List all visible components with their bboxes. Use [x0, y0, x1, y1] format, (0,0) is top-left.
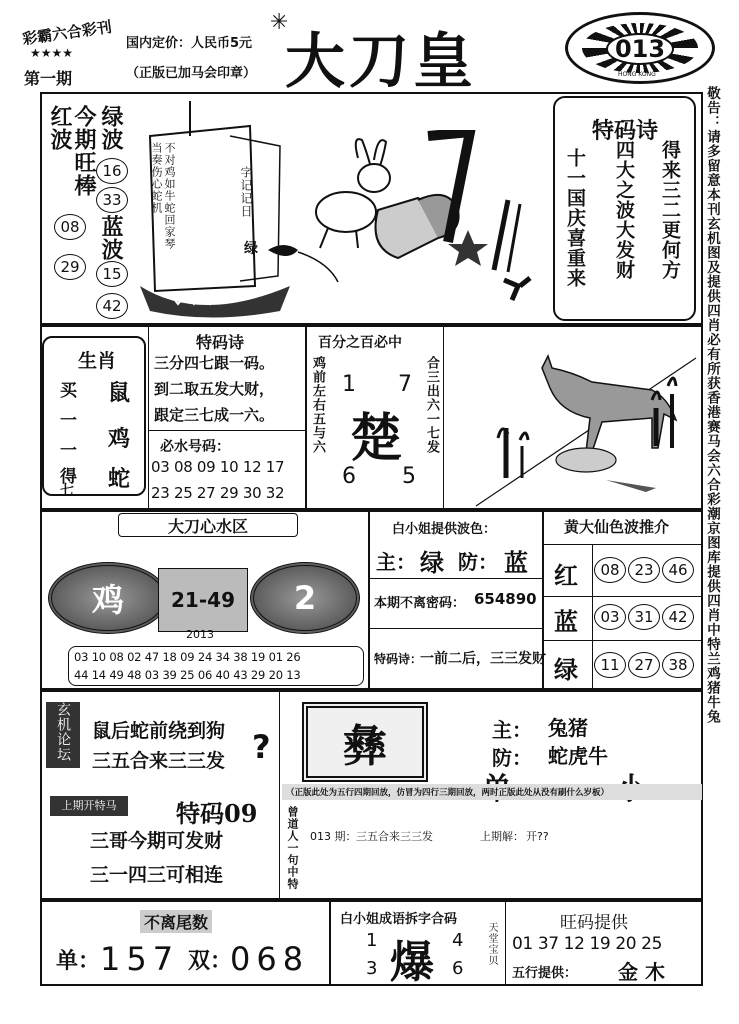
huang-title: 黄大仙色波推介 — [564, 518, 670, 536]
issue-number: 013 — [606, 33, 674, 65]
poem-title: 特码诗 — [196, 333, 245, 352]
huang-vline — [592, 544, 593, 690]
poem-divider — [148, 430, 306, 431]
wuxing-value: 金 木 — [618, 960, 665, 984]
zodiac-right-2: 鸡 — [108, 426, 131, 452]
zodiac-left-4: 得 — [60, 467, 77, 487]
hundred-right-col: 合三出六一七发 — [424, 356, 439, 454]
rabbit-illustration — [258, 130, 558, 320]
must-nums-2: 23 25 27 29 30 32 — [151, 484, 285, 502]
zodiac-right-1: 鼠 — [108, 380, 131, 406]
huang-blue-1: 03 — [594, 604, 626, 630]
top-poem-col-2: 四大之波大发财 — [613, 140, 635, 280]
daodao-range: 21-49 — [171, 588, 235, 612]
daodao-digit: 2 — [293, 579, 317, 617]
idiom-side-small: 天堂宝贝 — [486, 922, 497, 966]
tail-title: 不离尾数 — [140, 910, 212, 933]
corner-logo — [16, 18, 126, 90]
daodao-nums-2: 44 14 49 48 03 39 25 06 40 43 29 20 13 — [74, 668, 301, 682]
wave-poem: 一前二后，三三发财 — [420, 651, 546, 667]
top-poem-col-1: 十一国庆喜重来 — [564, 148, 586, 288]
wave-main: 绿 — [420, 548, 444, 577]
zodiac-left-1: 买 — [60, 381, 77, 401]
daodao-nums-1: 03 10 08 02 47 18 09 24 34 38 19 01 26 — [74, 650, 301, 664]
center-main: 兔猪 — [548, 716, 588, 740]
hundred-title: 百分之百必中 — [318, 335, 402, 351]
center-def-label: 防： — [492, 746, 532, 770]
center-main-label: 主： — [492, 718, 532, 742]
green-wave-label: 绿波 — [98, 105, 124, 151]
notice-text: （正版此处为五行四期回放，仿冒为四行三期回放，两时正版此处从没有刷什么岁板） — [286, 788, 610, 798]
tail-single-nums: 157 — [100, 940, 180, 978]
daodao-year: 2013 — [186, 628, 214, 641]
hundred-n4: 5 — [402, 464, 416, 489]
zodiac-left-5: 七 — [60, 483, 74, 499]
wave-main-label: 主： — [376, 550, 416, 574]
idiom-b2: 4 — [452, 930, 464, 951]
wolf-illustration — [446, 328, 702, 508]
title: 大刀皇 — [285, 27, 477, 97]
hundred-left-col: 鸡前左右五与六 — [310, 356, 325, 454]
center-mid-glyph-icon: 彝 — [343, 721, 387, 772]
ship-poem: 不对鸡如牛蛇回家琴当奏伤心蛇机 — [150, 142, 176, 250]
wang-nums: 01 37 12 19 20 25 — [512, 934, 663, 954]
huang-red-2: 23 — [628, 557, 660, 583]
center-def: 蛇虎牛 — [548, 744, 608, 768]
wave-def: 蓝 — [504, 548, 528, 577]
daodao-range-panel — [158, 568, 248, 632]
huang-blue-3: 42 — [662, 604, 694, 630]
red-num-1: 08 — [54, 214, 86, 240]
tail-single-label: 单： — [56, 949, 101, 974]
question-mark-icon: ? — [252, 728, 271, 766]
huang-row-red-label: 红 — [554, 561, 578, 590]
wave-poem-label: 特码诗： — [374, 652, 423, 666]
center-mid-image — [302, 702, 428, 782]
hundred-n1: 1 — [342, 372, 356, 397]
left-mid-line-2: 三五合来三三发 — [92, 750, 226, 772]
huang-divider-2 — [543, 596, 703, 597]
must-nums-1: 03 08 09 10 12 17 — [151, 458, 285, 476]
zodiac-left-3: 一 — [60, 441, 77, 461]
ship-sign: 字记记日 — [239, 166, 253, 218]
issue-badge — [565, 12, 715, 84]
ship-sign2: 绿 — [244, 241, 258, 257]
green-num-2: 33 — [96, 187, 128, 213]
poem-line-1: 三分四七跟一码。 — [154, 354, 275, 372]
huang-red-1: 08 — [594, 557, 626, 583]
zodiac-title: 生肖 — [78, 350, 117, 372]
sparkle-icon: ✳ — [270, 10, 289, 35]
idiom-b3: 3 — [366, 958, 378, 979]
blue-wave-label: 蓝波 — [98, 215, 124, 261]
wave-divider — [369, 578, 543, 579]
badge-ring-text: HONG KONG — [618, 71, 656, 78]
wave-code: 654890 — [474, 590, 537, 608]
green-num-1: 16 — [96, 158, 128, 184]
idiom-big-char: 爆 — [390, 937, 434, 988]
wave-def-label: 防： — [458, 550, 498, 574]
huang-green-2: 27 — [628, 652, 660, 678]
left-mid-line-4: 三一四三可相连 — [90, 864, 224, 886]
wave-title: 白小姐提供波色： — [392, 522, 497, 537]
daodao-animal: 鸡 — [91, 581, 124, 619]
top-poem-col-3: 得来三二更何方 — [659, 140, 681, 280]
hundred-n3: 6 — [342, 464, 356, 489]
blue-num-1: 15 — [96, 261, 128, 287]
huang-divider-3 — [543, 640, 703, 641]
stars-icon: ★★★★ — [30, 46, 74, 60]
corner-issue-text: 第一期 — [24, 69, 73, 88]
daodao-title: 大刀心水区 — [167, 516, 248, 536]
price-text: 国内定价：人民币5元 — [126, 36, 253, 51]
poem-line-2: 到二取五发大财， — [154, 380, 275, 398]
idiom-b4: 6 — [452, 958, 464, 979]
center-last-val: 开?? — [526, 830, 549, 843]
huang-row-green-label: 绿 — [554, 655, 578, 684]
wave-divider2 — [369, 628, 543, 629]
daodao-left-oval — [48, 562, 168, 634]
tail-double-label: 双： — [188, 949, 233, 974]
huang-green-1: 11 — [594, 652, 626, 678]
hundred-n2: 7 — [398, 372, 412, 397]
idiom-b1: 1 — [366, 930, 378, 951]
center-issue-label: 013 期： — [310, 830, 357, 843]
corner-logo-text: 彩霸六合彩刊 — [21, 17, 113, 49]
huang-green-3: 38 — [662, 652, 694, 678]
top-poem-title: 特码诗 — [592, 118, 659, 144]
genuine-text: （正版已加马会印章） — [126, 66, 257, 81]
wave-code-label: 本期不离密码： — [374, 596, 466, 611]
daodao-title-box — [118, 513, 298, 537]
tail-double-nums: 068 — [230, 940, 310, 978]
red-num-2: 29 — [54, 254, 86, 280]
center-side-vert: 曾道人一句中特 — [286, 806, 299, 890]
huang-blue-2: 31 — [628, 604, 660, 630]
huang-divider-1 — [543, 544, 703, 545]
center-last-label: 上期解： — [480, 830, 524, 843]
idiom-title: 白小姐成语拆字合码 — [340, 912, 458, 927]
center-issue-text: 三五合来三三发 — [356, 830, 433, 843]
zodiac-right-3: 蛇 — [108, 466, 131, 492]
left-mid-special: 特码09 — [176, 799, 258, 828]
left-mid-line-1: 鼠后蛇前绕到狗 — [92, 720, 226, 742]
hot-wave-label: 今期旺棒红波 — [47, 105, 97, 197]
must-label: 必水号码： — [160, 439, 230, 455]
left-mid-tag2: 上期开特马 — [50, 796, 128, 816]
wang-title: 旺码提供 — [560, 913, 628, 933]
zodiac-left-2: 一 — [60, 411, 77, 431]
blue-num-2: 42 — [96, 293, 128, 319]
left-mid-tag: 玄机论坛 — [46, 702, 80, 768]
left-mid-line-3: 三哥今期可发财 — [90, 830, 224, 852]
daodao-right-oval — [250, 562, 360, 634]
hundred-big-char: 楚 — [350, 408, 403, 469]
huang-red-3: 46 — [662, 557, 694, 583]
poem-line-3: 跟定三七成一六。 — [154, 406, 275, 424]
huang-row-blue-label: 蓝 — [554, 607, 578, 636]
wuxing-label: 五行提供： — [512, 966, 578, 981]
side-notice: 敬告：请多留意本刊玄机图及提供四肖必有所获香港赛马会六合彩潮京图库提供四肖中特兰鸡猪牛兔 — [704, 86, 720, 724]
